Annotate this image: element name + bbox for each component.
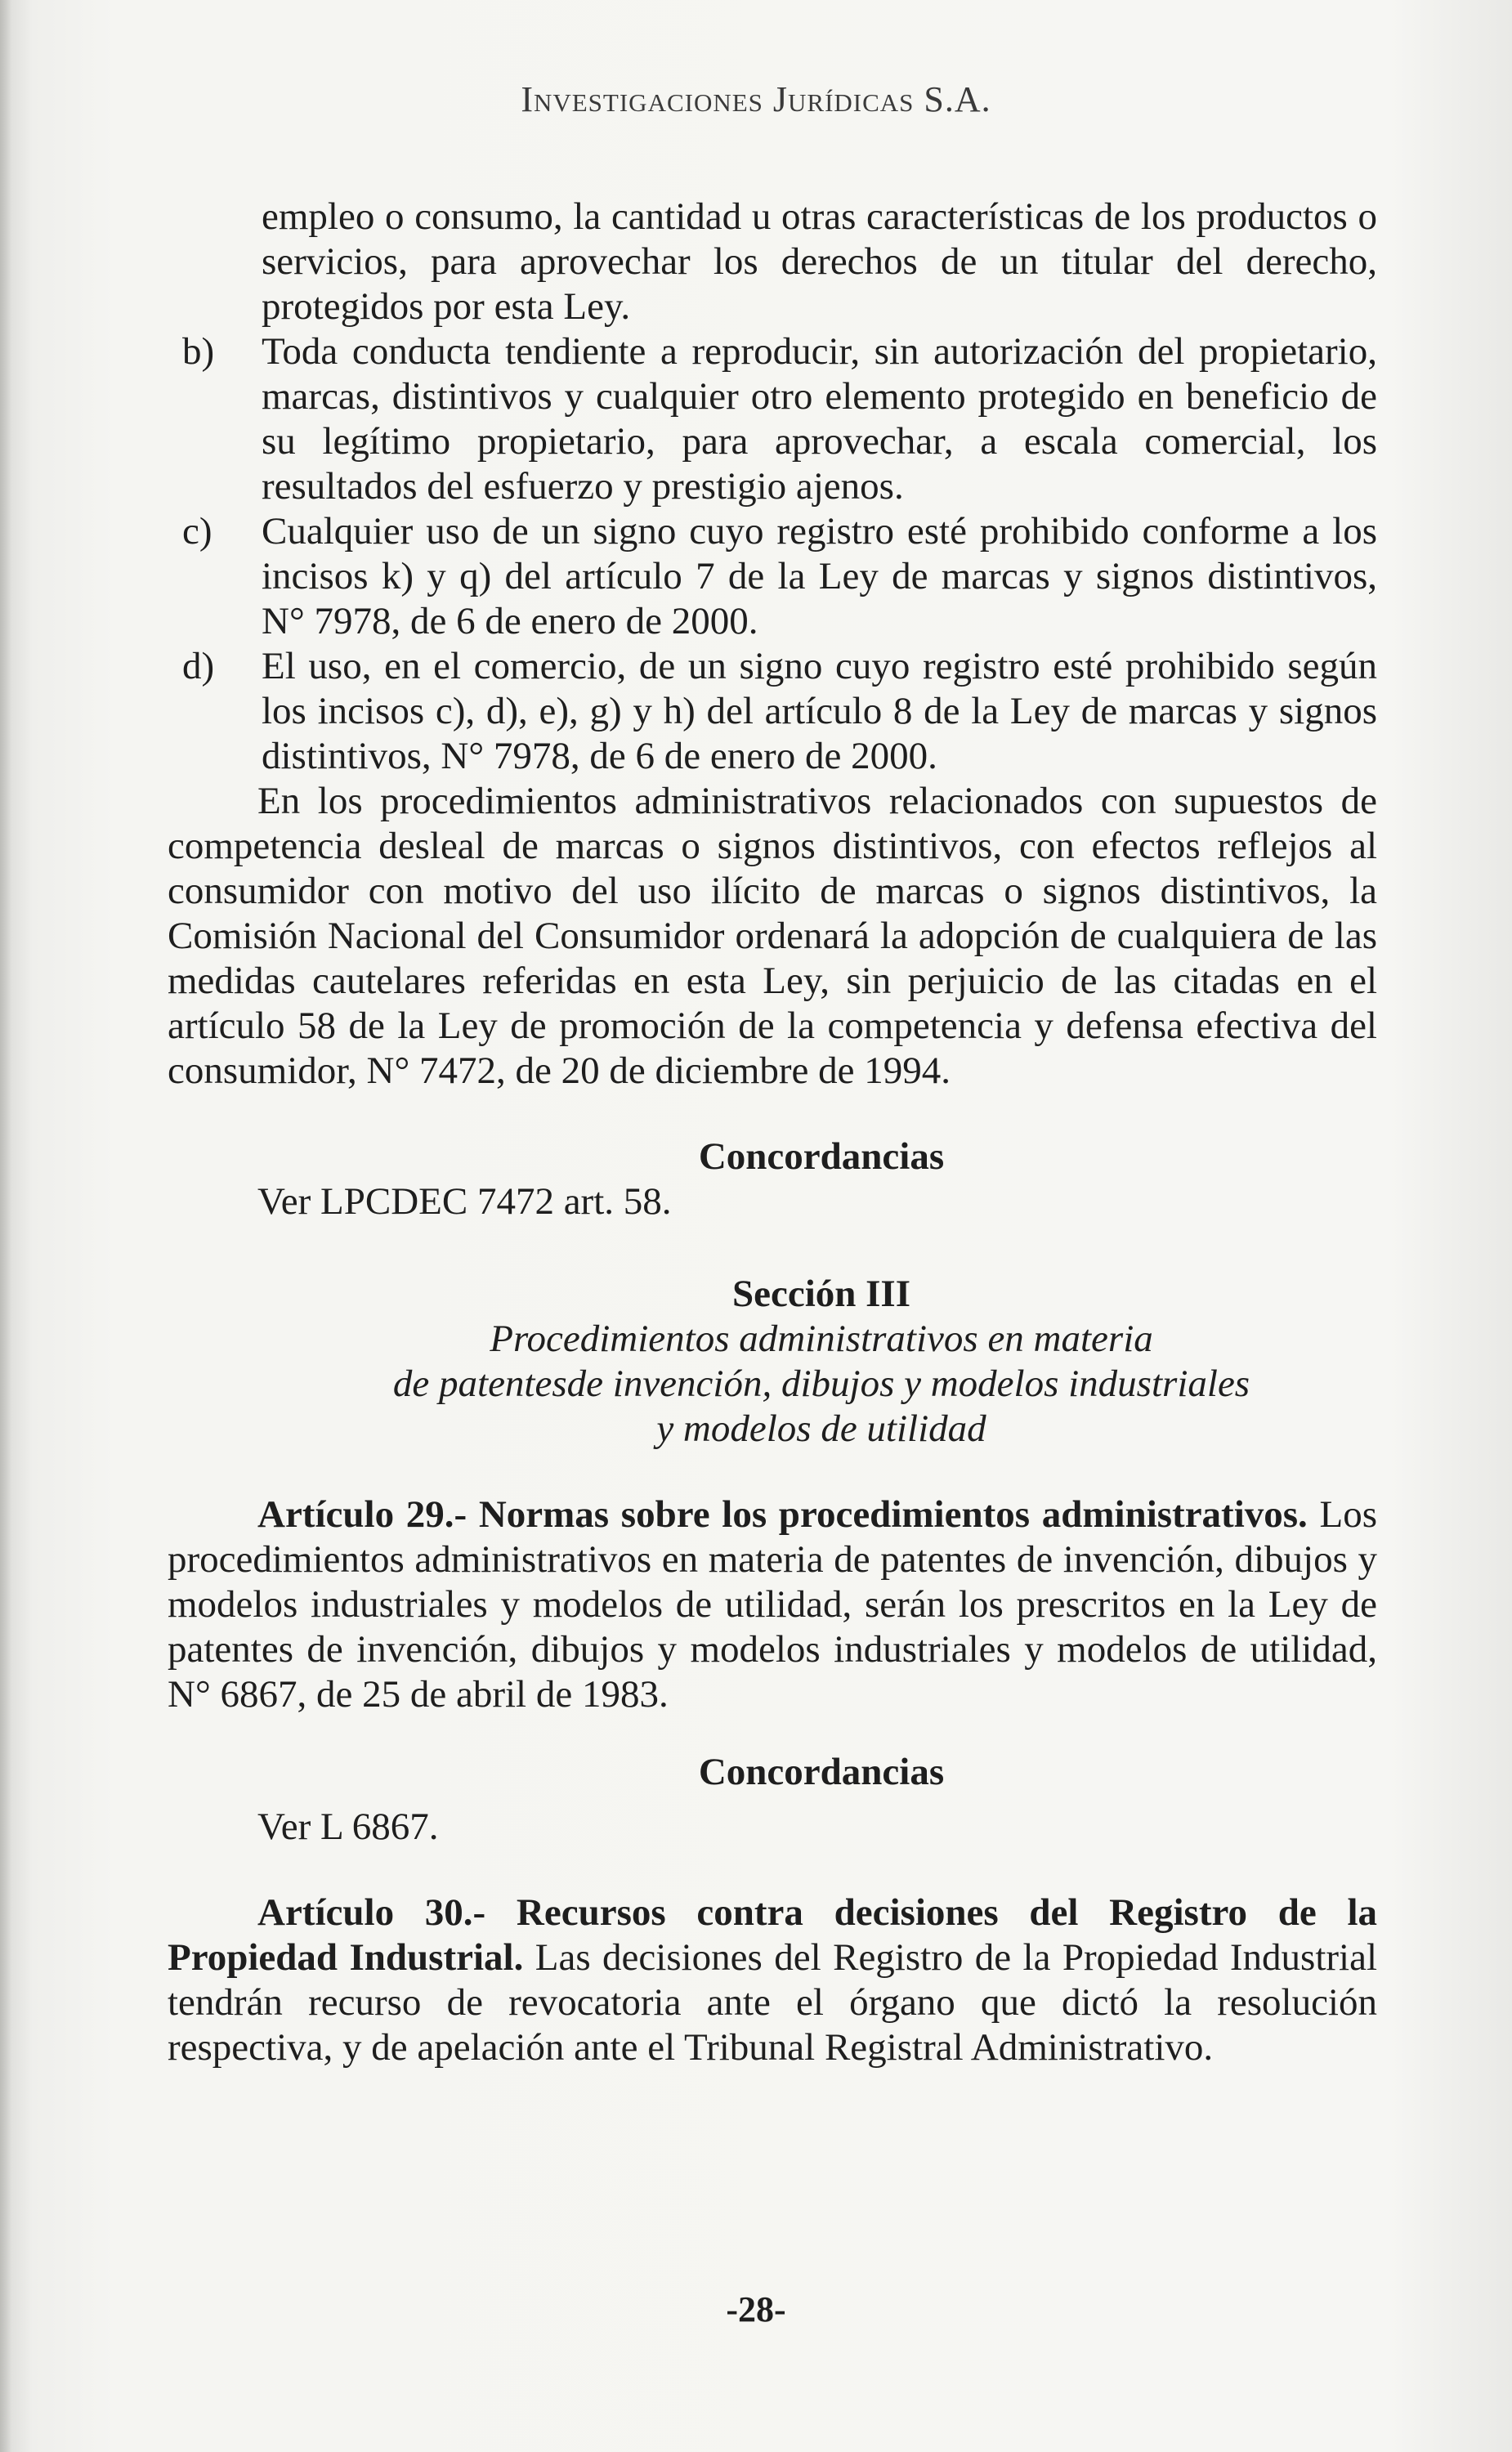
concordancias-heading: Concordancias (698, 1135, 945, 1178)
section-title: Sección III (731, 1273, 911, 1315)
article-30-heading: Artículo 30.- Recursos contra decisiones del Registro de la Propiedad Industrial. (168, 1891, 1377, 1979)
list-item-b (168, 329, 1377, 509)
procedures-paragraph: En los procedimientos administrativos relacionados con supuestos de competencia desleal de marcas o signos distintivos, con efectos reflejos al consumidor con motivo del uso ilícito de marcas o signos distintivos, la Comisión Nacional del Consumidor ordenará la adopción de cualquiera de las medidas cautelares referidas en esta Ley, sin perjuicio de las citadas en el artículo 58 de la Ley de promoción de la competencia y defensa efectiva del consumidor, N° 7472, de 20 de diciembre de 1994. (168, 780, 1377, 1092)
running-header: Investigaciones Jurídicas S.A. (521, 79, 991, 119)
page-number: -28- (726, 2289, 786, 2329)
article-30-body: Las decisiones del Registro de la Propiedad Industrial tendrán recurso de revocatoria ante el órgano que dictó la resolución respectiva, y de apelación ante el Tribunal Registral Administrativo. (168, 1936, 1378, 2069)
list-item-d (168, 644, 1377, 779)
article-29-body: Los procedimientos administrativos en materia de patentes de invención, dibujos y modelos industriales y modelos de utilidad, serán los prescritos en la Ley de patentes de invención, dibujos y modelos industriales y modelos de utilidad, N° 6867, de 25 de abril de 1983. (168, 1493, 1377, 1716)
section-subtitle-line: y modelos de utilidad (656, 1407, 986, 1450)
section-subtitle-line: de patentesde invención, dibujos y modelos industriales (392, 1362, 1250, 1405)
list-text: El uso, en el comercio, de un signo cuyo registro esté prohibido según los incisos c), d), e), g) y h) del artículo 8 de la Ley de marcas y signos distintivos, N° 7978, de 6 de enero de 2000. (262, 645, 1377, 777)
list-text: Toda conducta tendiente a reproducir, sin autorización del propietario, marcas, distintivos y cualquier otro elemento protegido en beneficio de su legítimo propietario, para aprovechar, a escala comercial, los resultados del esfuerzo y prestigio ajenos. (262, 330, 1377, 508)
article-29 (168, 1492, 1377, 1717)
page-body (168, 195, 1377, 2070)
concordancias-reference: Ver LPCDEC 7472 art. 58. (257, 1180, 672, 1223)
intro-continuation: empleo o consumo, la cantidad u otras características de los productos o servicios, para aprovechar los derechos de un titular del derecho, protegidos por esta Ley. (262, 195, 1377, 328)
list-letter: c) (182, 510, 212, 553)
article-30 (168, 1890, 1377, 2070)
page-edge-shadow (0, 0, 11, 2452)
concordancias-heading: Concordancias (698, 1751, 945, 1793)
list-item-c (168, 509, 1377, 644)
article-29-heading: Artículo 29.- Normas sobre los procedimientos administrativos. (257, 1493, 1308, 1536)
list-letter: d) (182, 645, 215, 687)
section-subtitle-line: Procedimientos administrativos en materia (490, 1318, 1153, 1360)
list-letter: b) (182, 330, 215, 373)
concordancias-reference: Ver L 6867. (257, 1805, 439, 1848)
list-text: Cualquier uso de un signo cuyo registro esté prohibido conforme a los incisos k) y q) del artículo 7 de la Ley de marcas y signos distintivos, N° 7978, de 6 de enero de 2000. (262, 510, 1377, 642)
